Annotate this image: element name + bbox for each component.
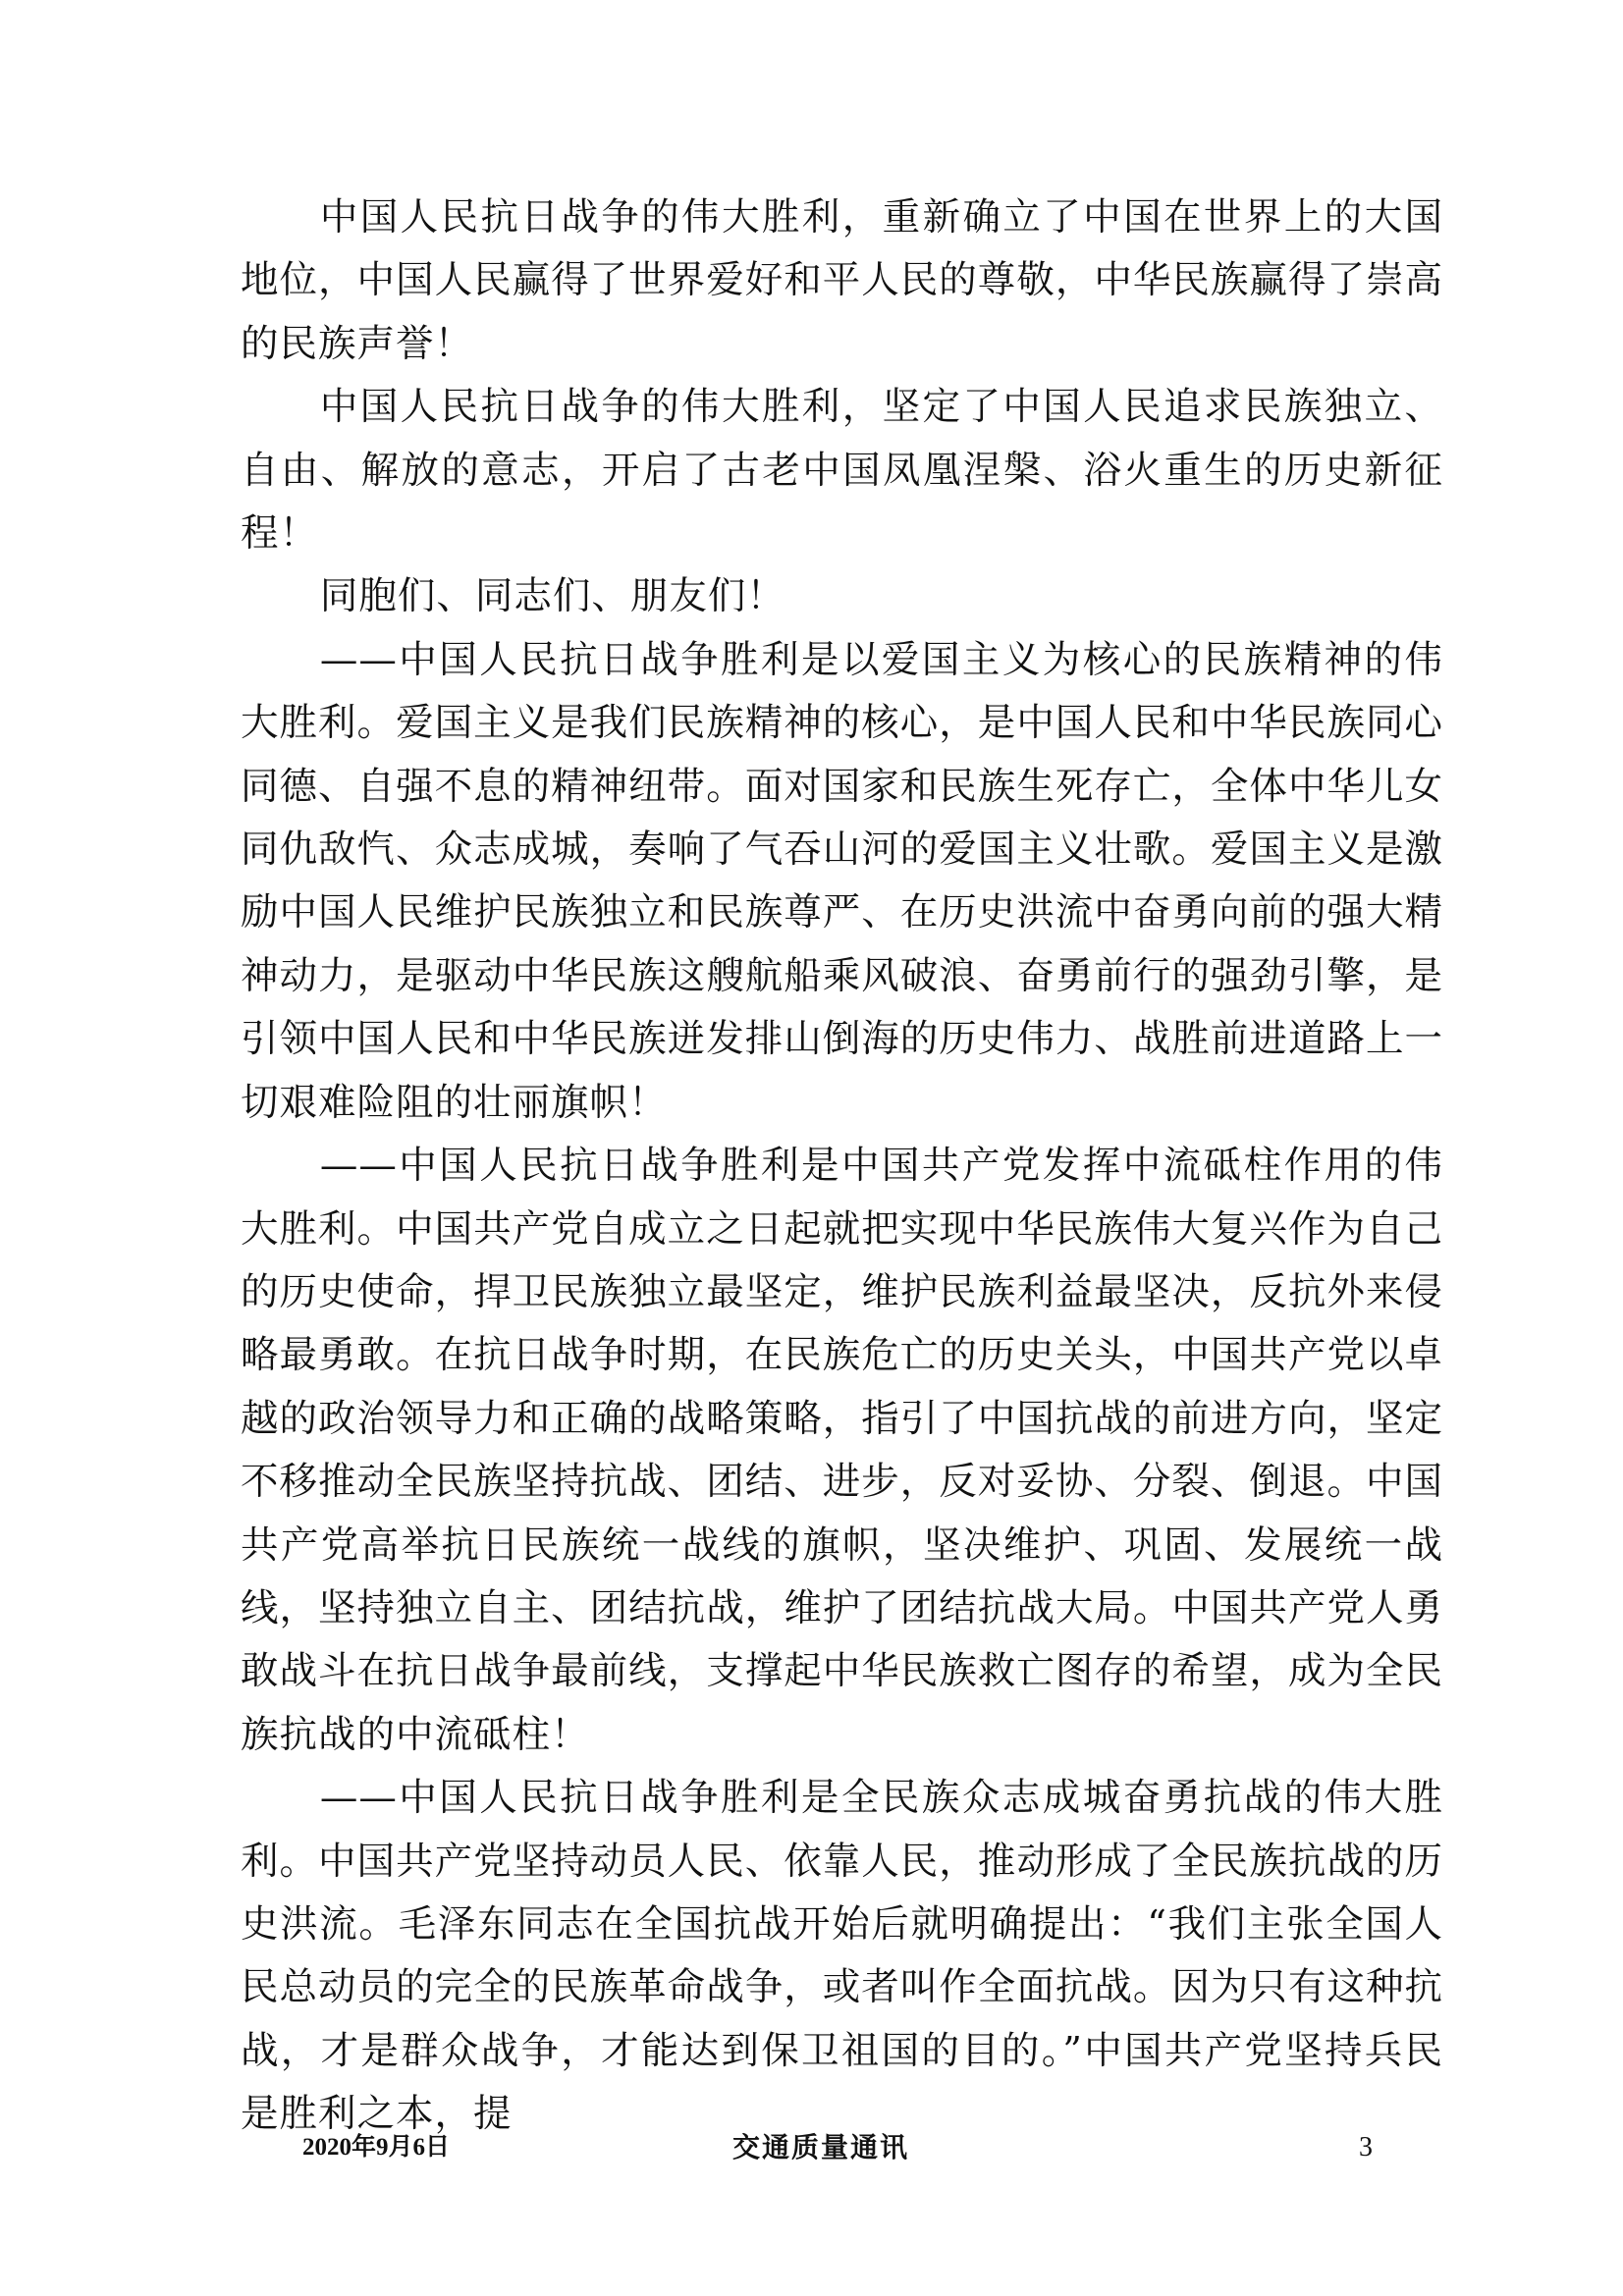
paragraph-3: 同胞们、同志们、朋友们！	[319, 574, 785, 619]
paragraph-6: ——中国人民抗日战争胜利是全民族众志成城奋勇抗战的伟大胜利。中国共产党坚持动员人民、依靠人民，推动形成了全民族抗战的历史洪流。毛泽东同志在全国抗战开始后就明确提出：“我们主张全国人民总动员的完全的民族革命战争，或者叫作全面抗战。因为只有这种抗战，才是群众战争，才能达到保卫祖国的目的。”中国共产党坚持兵民是胜利之本，提	[241, 1776, 1443, 2137]
footer-date: 2020年9月6日	[302, 2134, 451, 2161]
paragraph-5: ——中国人民抗日战争胜利是中国共产党发挥中流砥柱作用的伟大胜利。中国共产党自成立之日起就把实现中华民族伟大复兴作为自己的历史使命，捍卫民族独立最坚定，维护民族利益最坚决，反抗外来侵略最勇敢。在抗日战争时期，在民族危亡的历史关头，中国共产党以卓越的政治领导力和正确的战略策略，指引了中国抗战的前进方向，坚定不移推动全民族坚持抗战、团结、进步，反对妥协、分裂、倒退。中国共产党高举抗日民族统一战线的旗帜，坚决维护、巩固、发展统一战线，坚持独立自主、团结抗战，维护了团结抗战大局。中国共产党人勇敢战斗在抗日战争最前线，支撑起中华民族救亡图存的希望，成为全民族抗战的中流砥柱！	[241, 1144, 1443, 1757]
article-body	[241, 187, 1443, 2147]
footer-page-number: 3	[1359, 2132, 1373, 2163]
paragraph-1: 中国人民抗日战争的伟大胜利，重新确立了中国在世界上的大国地位，中国人民赢得了世界爱好和平人民的尊敬，中华民族赢得了崇高的民族声誉！	[241, 195, 1443, 366]
paragraph-2: 中国人民抗日战争的伟大胜利，坚定了中国人民追求民族独立、自由、解放的意志，开启了古老中国凤凰涅槃、浴火重生的历史新征程！	[241, 385, 1443, 557]
paragraph-4: ——中国人民抗日战争胜利是以爱国主义为核心的民族精神的伟大胜利。爱国主义是我们民族精神的核心，是中国人民和中华民族同心同德、自强不息的精神纽带。面对国家和民族生死存亡，全体中华儿女同仇敌忾、众志成城，奏响了气吞山河的爱国主义壮歌。爱国主义是激励中国人民维护民族独立和民族尊严、在历史洪流中奋勇向前的强大精神动力，是驱动中华民族这艘航船乘风破浪、奋勇前行的强劲引擎，是引领中国人民和中华民族迸发排山倒海的历史伟力、战胜前进道路上一切艰难险阻的壮丽旗帜！	[241, 637, 1443, 1125]
footer-publication-title: 交通质量通讯	[732, 2131, 910, 2163]
